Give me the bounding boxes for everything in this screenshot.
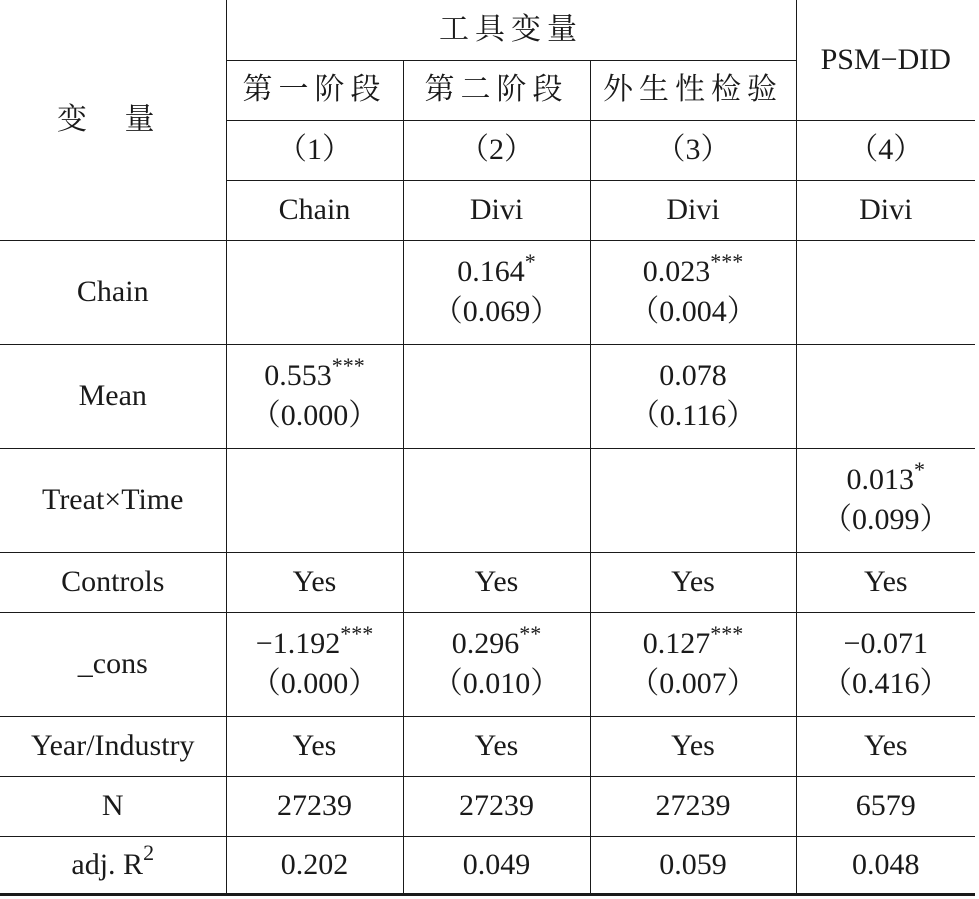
dep-var-3: Divi <box>590 180 796 240</box>
superscript-2: 2 <box>143 839 155 865</box>
significance-stars: *** <box>340 621 374 646</box>
cell-controls-3: Yes <box>590 552 796 612</box>
cell-n-3: 27239 <box>590 776 796 836</box>
cell-mean-1 <box>226 344 403 448</box>
std-error: （0.010） <box>432 667 561 700</box>
table-row <box>0 552 975 612</box>
cell-cons-2 <box>403 612 590 716</box>
cell-mean-3 <box>590 344 796 448</box>
cell-r2-2: 0.049 <box>403 836 590 894</box>
table-row <box>0 836 975 894</box>
coef: 0.164 <box>457 255 525 288</box>
row-label-year-industry: Year/Industry <box>0 716 226 776</box>
std-error: （0.000） <box>250 399 379 432</box>
cell-treat-3 <box>590 448 796 552</box>
cell-chain-4 <box>796 240 975 344</box>
variable-header: 变 量 <box>0 0 226 240</box>
cell-treat-1 <box>226 448 403 552</box>
stage2-header: 第二阶段 <box>403 60 590 120</box>
dep-var-2: Divi <box>403 180 590 240</box>
cell-r2-1: 0.202 <box>226 836 403 894</box>
cell-controls-2: Yes <box>403 552 590 612</box>
coef: 0.023 <box>642 255 711 288</box>
row-label-adj-r2 <box>0 836 226 894</box>
coef: 0.078 <box>659 359 727 392</box>
cell-n-2: 27239 <box>403 776 590 836</box>
cell-yearind-4: Yes <box>796 716 975 776</box>
stage1-header: 第一阶段 <box>226 60 403 120</box>
coef: 0.553 <box>264 359 332 392</box>
row-label-treat-time: Treat×Time <box>0 448 226 552</box>
significance-stars: *** <box>710 249 744 274</box>
coef: −0.071 <box>843 627 928 660</box>
std-error: （0.007） <box>629 667 757 700</box>
std-error: （0.116） <box>629 399 757 432</box>
cell-mean-2 <box>403 344 590 448</box>
cell-chain-3 <box>590 240 796 344</box>
significance-stars: *** <box>331 353 365 378</box>
coef: 0.296 <box>451 627 520 660</box>
cell-treat-4 <box>796 448 975 552</box>
cell-r2-3: 0.059 <box>590 836 796 894</box>
cell-controls-4: Yes <box>796 552 975 612</box>
significance-stars: *** <box>710 621 744 646</box>
table-row <box>0 240 975 344</box>
cell-r2-4: 0.048 <box>796 836 975 894</box>
cell-chain-1 <box>226 240 403 344</box>
cell-yearind-2: Yes <box>403 716 590 776</box>
table-row <box>0 612 975 716</box>
cell-cons-4 <box>796 612 975 716</box>
iv-group-header: 工具变量 <box>226 0 796 60</box>
cell-yearind-1: Yes <box>226 716 403 776</box>
row-label-chain: Chain <box>0 240 226 344</box>
dep-var-4: Divi <box>796 180 975 240</box>
coef: −1.192 <box>255 627 341 660</box>
cell-cons-3 <box>590 612 796 716</box>
coef: 0.013 <box>846 463 915 496</box>
cell-controls-1: Yes <box>226 552 403 612</box>
significance-stars: * <box>914 457 926 482</box>
cell-n-1: 27239 <box>226 776 403 836</box>
coef: 0.127 <box>642 627 711 660</box>
cell-mean-4 <box>796 344 975 448</box>
adj-r-label: adj. R <box>71 847 144 881</box>
row-label-cons: _cons <box>0 612 226 716</box>
row-label-mean: Mean <box>0 344 226 448</box>
col-num-1: （1） <box>226 120 403 180</box>
cell-n-4: 6579 <box>796 776 975 836</box>
significance-stars: ** <box>519 621 542 646</box>
row-label-controls: Controls <box>0 552 226 612</box>
dep-var-1: Chain <box>226 180 403 240</box>
row-label-n: N <box>0 776 226 836</box>
col-num-4: （4） <box>796 120 975 180</box>
cell-treat-2 <box>403 448 590 552</box>
std-error: （0.004） <box>629 295 757 328</box>
std-error: （0.069） <box>432 295 561 328</box>
table-row <box>0 344 975 448</box>
significance-stars: * <box>524 249 536 274</box>
psm-did-header: PSM−DID <box>796 0 975 120</box>
col-num-2: （2） <box>403 120 590 180</box>
cell-chain-2 <box>403 240 590 344</box>
table-row <box>0 716 975 776</box>
col-num-3: （3） <box>590 120 796 180</box>
std-error: （0.099） <box>822 503 950 536</box>
cell-yearind-3: Yes <box>590 716 796 776</box>
table-row <box>0 776 975 836</box>
table-row <box>0 448 975 552</box>
exog-test-header: 外生性检验 <box>590 60 796 120</box>
std-error: （0.416） <box>822 667 950 700</box>
std-error: （0.000） <box>250 667 379 700</box>
cell-cons-1 <box>226 612 403 716</box>
